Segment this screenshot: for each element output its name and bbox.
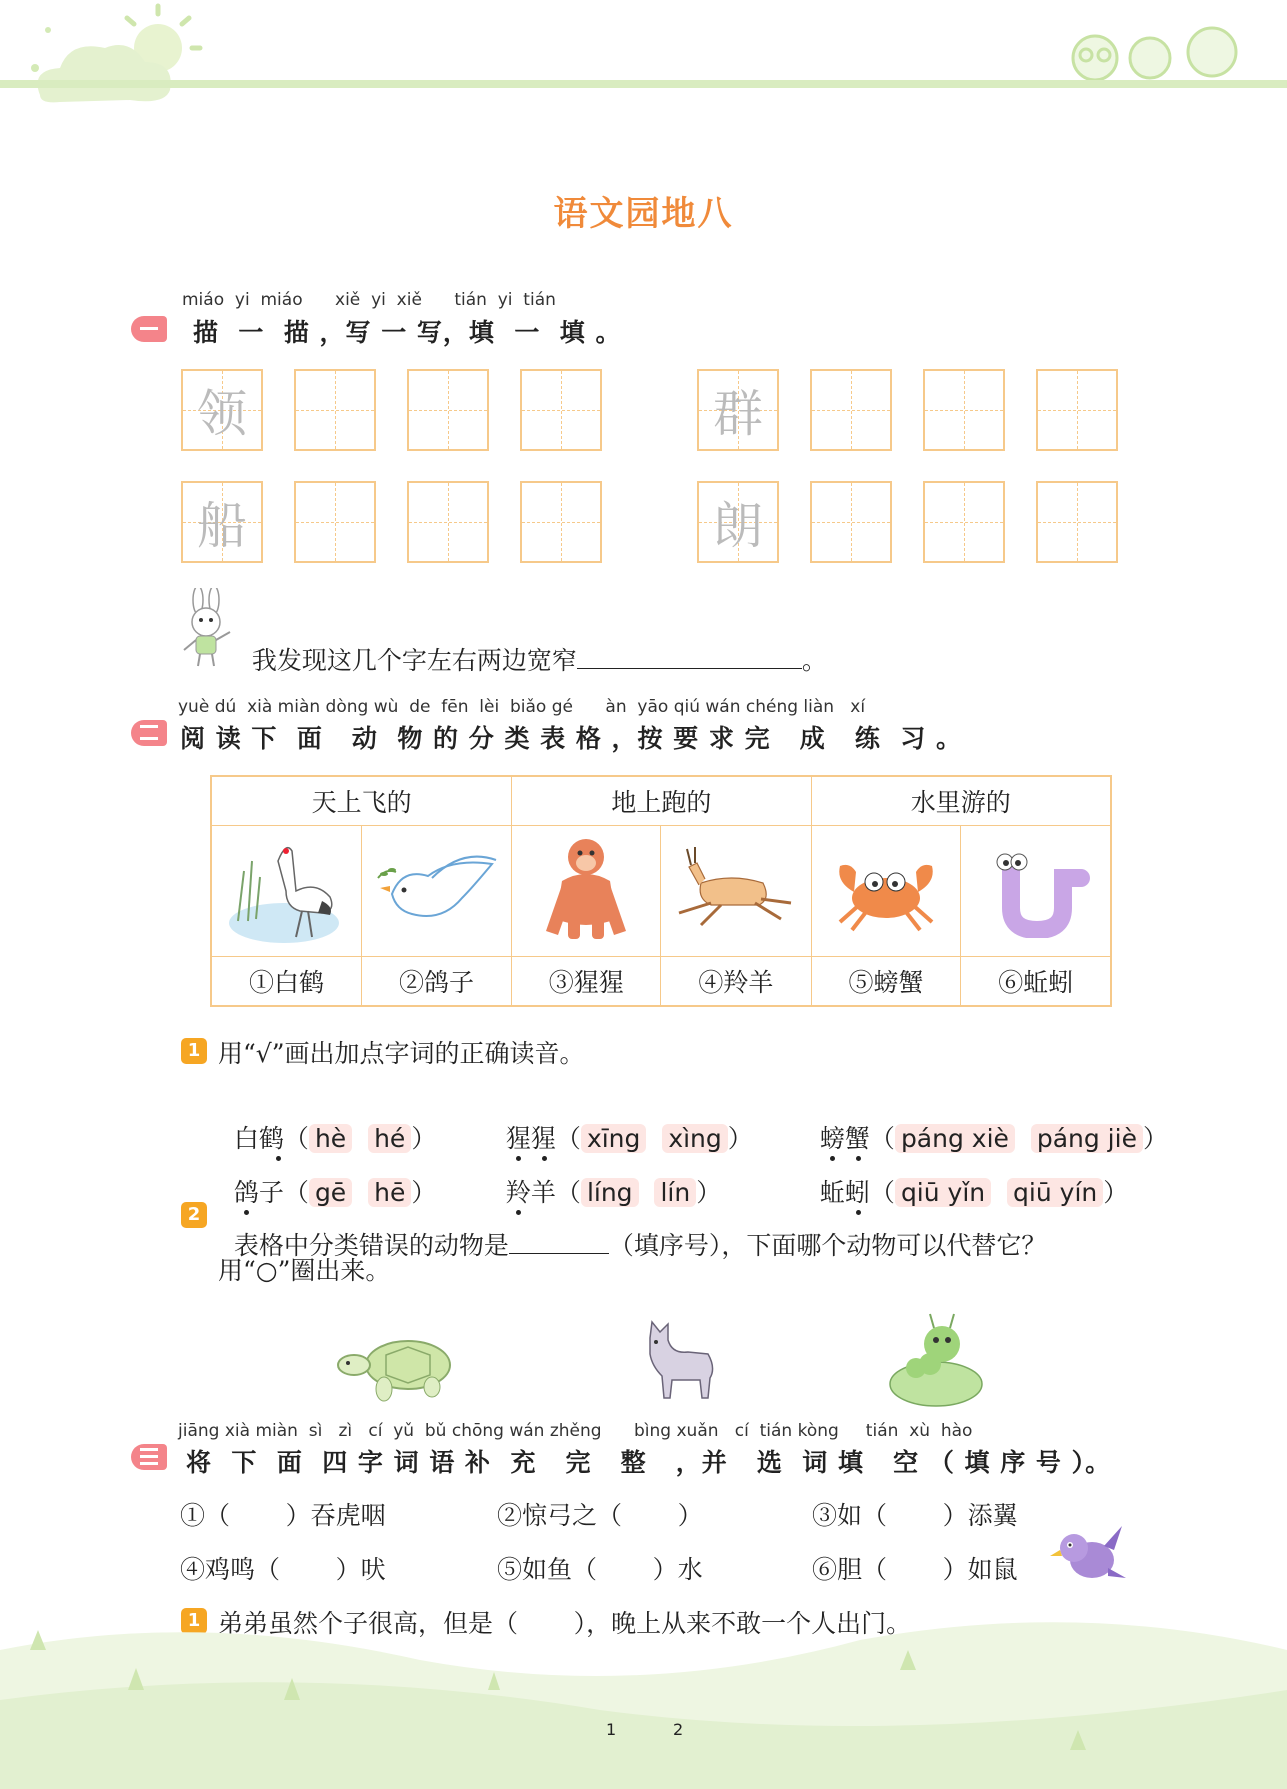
section-number-2 — [131, 720, 167, 746]
section2-pinyin: yuè dú xià miàn dòng wù de fēn lèi biǎo gé àn yāo qiú wán chéng liàn xí — [178, 697, 866, 717]
pronunciation-item: 羚羊 （ líng lín ） — [490, 1144, 721, 1209]
writing-cell-sample — [697, 369, 779, 451]
writing-cell[interactable] — [520, 369, 602, 451]
writing-cell-sample — [181, 481, 263, 563]
section-number-3 — [131, 1444, 167, 1470]
pronunciation-item: 螃蟹 （ páng xiè páng jiè ） — [804, 1090, 1168, 1155]
animal-label: ①白鹤 — [211, 957, 361, 1007]
writing-cell[interactable] — [810, 481, 892, 563]
table-header: 天上飞的 — [211, 776, 512, 826]
animal-picture — [811, 826, 961, 957]
animal-picture — [361, 826, 511, 957]
animal-friends-icon — [1073, 28, 1236, 80]
section3-heading: 将 下 面 四 字 词 语 补 充 完 整 ，并 选 词 填 空 （ 填 序 号 ）。 — [186, 1448, 1112, 1477]
question-text: 用“√”画出加点字词的正确读音。 — [218, 1039, 585, 1068]
writing-cell[interactable] — [407, 369, 489, 451]
caterpillar-icon[interactable] — [886, 1308, 986, 1408]
animal-picture — [961, 826, 1111, 957]
pinyin-option[interactable]: hè — [309, 1124, 352, 1153]
antelope-icon — [671, 843, 801, 933]
pinyin-option[interactable]: qiū yín — [1007, 1178, 1103, 1207]
bird-icon — [1048, 1520, 1128, 1590]
pinyin-option[interactable]: lín — [654, 1178, 696, 1207]
section1-pinyin: miáo yi miáo xiě yi xiě tián yi tián — [182, 290, 556, 310]
idiom-item[interactable]: ⑥胆（ ）如鼠 — [812, 1555, 1018, 1584]
idiom-item[interactable]: ④鸡鸣（ ）吠 — [180, 1555, 386, 1584]
idiom-item[interactable]: ③如（ ）添翼 — [812, 1501, 1018, 1530]
writing-cell[interactable] — [407, 481, 489, 563]
animal-label: ③猩猩 — [512, 957, 661, 1007]
discovery-blank[interactable] — [577, 643, 802, 669]
rabbit-icon — [178, 588, 236, 668]
table-header: 地上跑的 — [512, 776, 811, 826]
pinyin-option[interactable]: hé — [368, 1124, 411, 1153]
writing-cell[interactable] — [1036, 481, 1118, 563]
question-number: 2 — [181, 1202, 207, 1228]
pinyin-option[interactable]: líng — [581, 1178, 639, 1207]
question-text: 表格中分类错误的动物是 （填序号），下面哪个动物可以代替它？ — [218, 1197, 1046, 1262]
pinyin-option[interactable]: páng jiè — [1031, 1124, 1143, 1153]
pronunciation-item: 猩猩 （ xīng xìng ） — [490, 1090, 753, 1155]
pinyin-option[interactable]: xīng — [581, 1124, 646, 1153]
header-art — [0, 0, 1287, 110]
pinyin-option[interactable]: qiū yǐn — [895, 1178, 991, 1207]
writing-cell[interactable] — [1036, 369, 1118, 451]
wolf-icon[interactable] — [632, 1318, 722, 1403]
animal-classification-table — [210, 775, 1112, 1007]
pinyin-option[interactable]: xìng — [662, 1124, 727, 1153]
pronunciation-item: 白鹤 （ hè hé ） — [218, 1090, 436, 1155]
page-number-left: 1 — [606, 1720, 617, 1739]
discovery-end: 。 — [801, 646, 827, 675]
writing-cell[interactable] — [923, 481, 1005, 563]
idiom-item[interactable]: ②惊弓之（ ） — [497, 1501, 703, 1530]
page-title: 语文园地八 — [553, 194, 734, 234]
idiom-item[interactable]: ①（ ）吞虎咽 — [180, 1501, 386, 1530]
sample-char: 领 — [197, 385, 247, 443]
word: 螃蟹 — [820, 1124, 870, 1153]
discovery-text: 我发现这几个字左右两边宽窄 — [251, 646, 577, 675]
footer-hills — [0, 1590, 1287, 1789]
word: 白鹤 — [234, 1124, 284, 1153]
sample-char: 船 — [197, 497, 247, 555]
header-rule — [0, 80, 1287, 88]
writing-cell-sample — [697, 481, 779, 563]
section2-heading: 阅 读 下 面 动 物 的 分 类 表 格 ，按 要 求 完 成 练 习 。 — [180, 724, 962, 753]
crane-icon — [226, 831, 346, 946]
pinyin-option[interactable]: gē — [309, 1178, 352, 1207]
question-text: 弟弟虽然个子很高，但是（ ），晚上从来不敢一个人出门。 — [218, 1609, 912, 1638]
writing-cell[interactable] — [294, 481, 376, 563]
animal-picture — [661, 826, 811, 957]
word: 蚯蚓 — [820, 1178, 870, 1207]
page-number-right: 2 — [673, 1720, 684, 1739]
star-icon — [31, 27, 51, 72]
dove-icon — [372, 838, 502, 938]
question-number: 1 — [181, 1608, 207, 1634]
writing-cell-sample — [181, 369, 263, 451]
turtle-icon[interactable] — [336, 1325, 471, 1405]
writing-cell[interactable] — [810, 369, 892, 451]
writing-cell[interactable] — [923, 369, 1005, 451]
animal-label: ⑤螃蟹 — [811, 957, 961, 1007]
table-header: 水里游的 — [811, 776, 1111, 826]
word: 猩猩 — [506, 1124, 556, 1153]
section3-pinyin: jiāng xià miàn sì zì cí yǔ bǔ chōng wán zhěng bìng xuǎn cí tián kòng tián xù hào — [178, 1421, 973, 1441]
pinyin-option[interactable]: hē — [368, 1178, 411, 1207]
pinyin-option[interactable]: páng xiè — [895, 1124, 1015, 1153]
writing-cell[interactable] — [520, 481, 602, 563]
pronunciation-item: 蚯蚓 （ qiū yǐn qiū yín ） — [804, 1144, 1128, 1209]
gorilla-icon — [536, 831, 636, 946]
header-decoration — [0, 0, 1287, 110]
animal-label: ②鸽子 — [361, 957, 511, 1007]
answer-blank[interactable] — [509, 1228, 609, 1254]
sample-char: 朗 — [713, 497, 763, 555]
crab-icon — [826, 838, 946, 938]
animal-label: ⑥蚯蚓 — [961, 957, 1111, 1007]
section-number-1 — [131, 316, 167, 342]
question-text: 用“○”圈出来。 — [218, 1256, 391, 1285]
word: 鸽子 — [234, 1178, 284, 1207]
question-number: 1 — [181, 1038, 207, 1064]
section1-heading: 描 一 描 ，写 一 写，填 一 填 。 — [193, 318, 622, 347]
idiom-item[interactable]: ⑤如鱼（ ）水 — [497, 1555, 703, 1584]
word: 羚羊 — [506, 1178, 556, 1207]
animal-picture — [512, 826, 661, 957]
sample-char: 群 — [713, 385, 763, 443]
animal-label: ④羚羊 — [661, 957, 811, 1007]
earthworm-icon — [981, 838, 1091, 938]
pronunciation-item: 鸽子 （ gē hē ） — [218, 1144, 436, 1209]
discovery-line — [236, 612, 827, 677]
writing-cell[interactable] — [294, 369, 376, 451]
animal-picture — [211, 826, 361, 957]
